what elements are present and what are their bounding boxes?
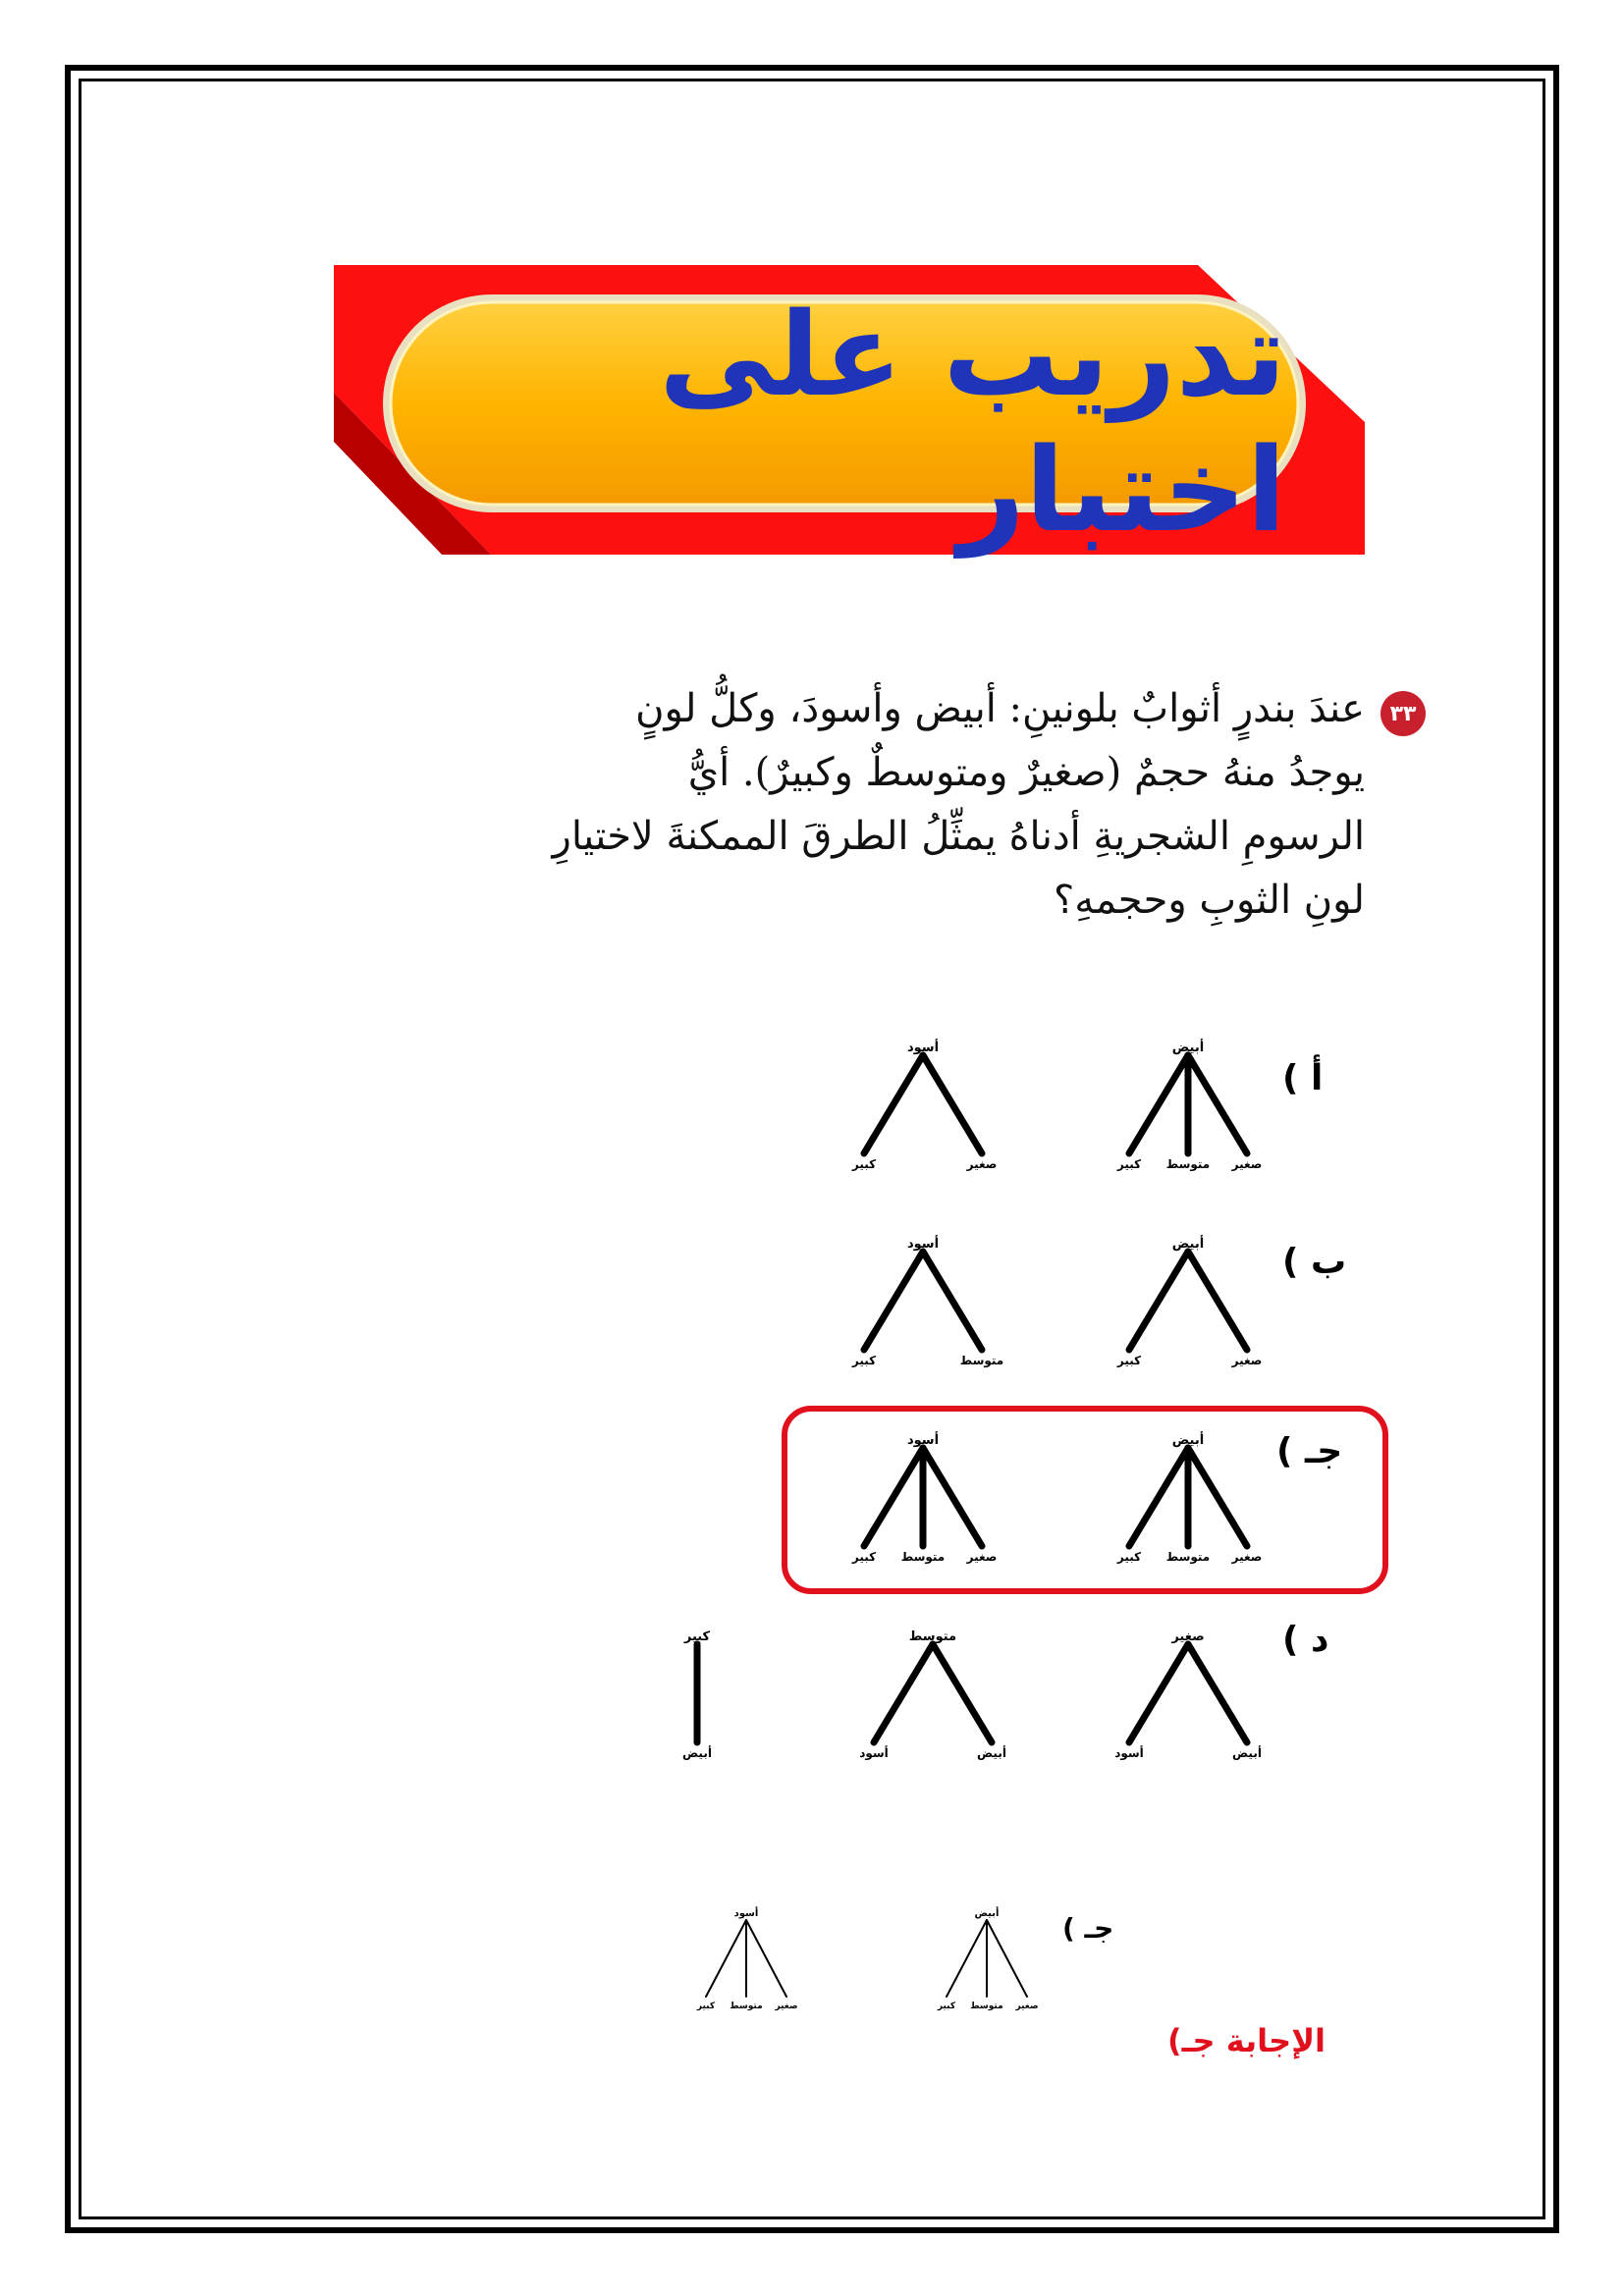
tree-leaf-label: صغير	[1015, 2002, 1039, 2011]
banner-title: تدريب على اختبار	[659, 287, 1286, 558]
tree-diagram	[830, 1428, 1016, 1566]
tree-root-label: أبيض	[1171, 1433, 1205, 1448]
tree-branch	[1129, 1055, 1188, 1153]
tree-leaf-label: صغير	[1231, 1550, 1263, 1564]
tree-leaf-label: كبير	[851, 1157, 877, 1171]
tree-branch	[874, 1644, 933, 1742]
tree-leaf-label: صغير	[1231, 1157, 1263, 1171]
tree-leaf-label: متوسط	[1165, 1157, 1211, 1171]
tree-diagram	[1095, 1428, 1281, 1566]
tree-leaf-label: صغير	[966, 1550, 998, 1564]
question-line-2: يوجدُ منهُ حجمٌ (صغيرٌ ومتوسطٌ وكبيرٌ). أيُّ	[687, 750, 1365, 795]
tree-diagram	[923, 1904, 1051, 2012]
tree-branch	[746, 1920, 786, 1997]
question-line-3: الرسومِ الشجريةِ أدناهُ يمثِّلُ الطرقَ الممكنةَ لاختيارِ	[552, 814, 1365, 859]
tree-leaf-label: صغير	[1231, 1354, 1263, 1367]
tree-branch	[1129, 1448, 1188, 1546]
question-line-1: عندَ بندرٍ أثوابٌ بلونينِ: أبيض وأسودَ، وكلُّ لونٍ	[635, 686, 1365, 731]
tree-leaf-label: كبير	[696, 2002, 716, 2011]
tree-diagram	[830, 1232, 1016, 1369]
tree-leaf-label: كبير	[1116, 1550, 1142, 1564]
tree-branch	[706, 1920, 746, 1997]
option-a-label[interactable]: أ )	[1282, 1058, 1324, 1098]
tree-leaf-label: كبير	[937, 2002, 956, 2011]
question-text	[511, 677, 1365, 933]
tree-branch	[1188, 1448, 1247, 1546]
tree-leaf-label: كبير	[1116, 1157, 1142, 1171]
tree-branch	[947, 1920, 987, 1997]
tree-branch	[923, 1252, 982, 1350]
tree-leaf-label: متوسط	[900, 1550, 946, 1564]
tree-branch	[864, 1252, 923, 1350]
tree-root-label: متوسط	[908, 1629, 957, 1644]
question-number-badge: ٣٣	[1380, 691, 1426, 736]
tree-root-label: صغير	[1171, 1629, 1205, 1644]
tree-diagram	[839, 1625, 1026, 1762]
tree-root-label: أسود	[906, 1433, 940, 1448]
tree-leaf-label: كبير	[851, 1550, 877, 1564]
option-b-label[interactable]: ب )	[1282, 1242, 1347, 1282]
tree-diagram	[830, 1036, 1016, 1173]
tree-diagram	[1095, 1036, 1281, 1173]
tree-leaf-label: أسود	[859, 1746, 889, 1760]
tree-diagram	[1095, 1625, 1281, 1762]
tree-branch	[864, 1448, 923, 1546]
tree-leaf-label: متوسط	[1165, 1550, 1211, 1564]
tree-diagram	[682, 1904, 810, 2012]
tree-leaf-label: أسود	[1114, 1746, 1144, 1760]
tree-root-label: أسود	[906, 1237, 940, 1252]
answer-text: الإجابة جـ)	[1166, 2022, 1326, 2059]
tree-leaf-label: صغير	[775, 2002, 798, 2011]
tree-branch	[864, 1055, 923, 1153]
tree-leaf-label: صغير	[966, 1157, 998, 1171]
tree-root-label: أبيض	[974, 1908, 1000, 1919]
tree-branch	[1129, 1644, 1188, 1742]
tree-leaf-label: كبير	[1116, 1354, 1142, 1367]
tree-leaf-label: كبير	[851, 1354, 877, 1367]
tree-leaf-label: أبيض	[1232, 1746, 1262, 1760]
tree-diagram	[648, 1625, 746, 1762]
tree-diagram	[1095, 1232, 1281, 1369]
tree-leaf-label: متوسط	[959, 1354, 1004, 1367]
tree-root-label: أسود	[906, 1041, 940, 1055]
option-c-label[interactable]: جـ )	[1276, 1431, 1343, 1471]
tree-root-label: كبير	[683, 1629, 711, 1644]
tree-branch	[1188, 1644, 1247, 1742]
tree-branch	[1129, 1252, 1188, 1350]
tree-root-label: أبيض	[1171, 1041, 1205, 1055]
answer-recap-label: جـ )	[1062, 1912, 1114, 1945]
tree-leaf-label: أبيض	[977, 1746, 1006, 1760]
tree-leaf-label: متوسط	[970, 2002, 1003, 2011]
tree-root-label: أسود	[733, 1908, 759, 1919]
question-line-4: لونِ الثوبِ وحجمهِ؟	[1053, 878, 1365, 923]
tree-branch	[923, 1448, 982, 1546]
option-d-label[interactable]: د )	[1282, 1620, 1329, 1660]
tree-branch	[1188, 1055, 1247, 1153]
tree-branch	[923, 1055, 982, 1153]
tree-branch	[933, 1644, 992, 1742]
tree-leaf-label: أبيض	[682, 1746, 712, 1760]
tree-branch	[987, 1920, 1027, 1997]
tree-root-label: أبيض	[1171, 1237, 1205, 1252]
tree-branch	[1188, 1252, 1247, 1350]
tree-leaf-label: متوسط	[730, 2002, 763, 2011]
